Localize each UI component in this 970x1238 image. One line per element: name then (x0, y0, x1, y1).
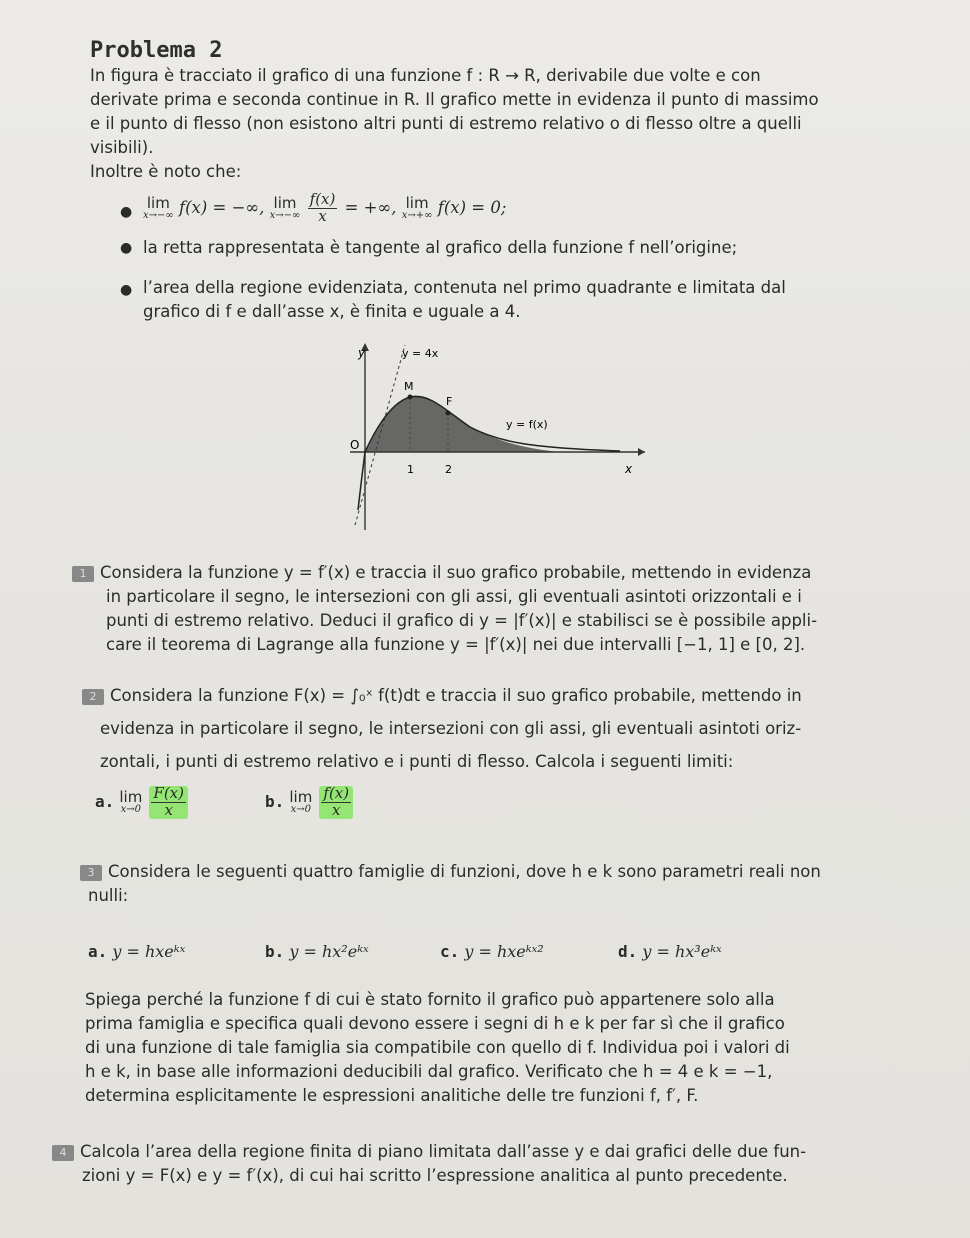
question-number: 2 (82, 689, 104, 705)
q1-line: 1 Considera la funzione y = f′(x) e traccia il suo grafico probabile, mettendo in evidenza (72, 561, 932, 585)
q2-line: 2 Considera la funzione F(x) = ∫₀ˣ f(t)dt e traccia il suo grafico probabile, mettendo in (82, 679, 932, 712)
bullet-dot: ● (120, 282, 133, 298)
x-axis-label: x (625, 462, 633, 476)
q2-limit-a: a. lim x→0 $\frac{F(x)}{x}$ (95, 786, 190, 819)
q3-line: prima famiglia e specifica quali devono essere i segni di h e k per far sì che il grafico (85, 1014, 785, 1033)
bullet-dot: ● (120, 204, 133, 220)
q1-line: punti di estremo relativo. Deduci il grafico di y = |f′(x)| e stabilisci se è possibile appli- (106, 611, 818, 630)
question-number: 3 (80, 865, 102, 881)
max-point (408, 395, 413, 400)
intro-paragraph (90, 64, 930, 184)
family-b: b. y = hx²eᵏˣ (265, 942, 369, 961)
q2-line: evidenza in particolare il segno, le intersezioni con gli assi, gli eventuali asintoti oriz- (100, 719, 802, 738)
tangent-label: y = 4x (402, 347, 439, 360)
y-axis-label: y (358, 346, 366, 360)
intro-line: Inoltre è noto che: (90, 162, 242, 181)
limits-condition: lim x→−∞ f(x) = −∞, lim x→−∞ $\frac{f(x)}{x}$ = +∞, lim x→+∞ f(x) = 0; (143, 190, 507, 225)
q3-line: di una funzione di tale famiglia sia compatibile con quello di f. Individua poi i valori di (85, 1038, 790, 1057)
q3-line: Spiega perché la funzione f di cui è stato fornito il grafico può appartenere solo alla (85, 990, 775, 1009)
q1-line: care il teorema di Lagrange alla funzione y = |f′(x)| nei due intervalli [−1, 1] e [0, 2]. (106, 635, 806, 654)
intro-line: derivate prima e seconda continue in R. Il grafico mette in evidenza il punto di massimo (90, 90, 819, 109)
question-1 (72, 561, 932, 657)
question-3 (80, 860, 932, 908)
max-label: M (404, 380, 414, 393)
bullet-dot: ● (120, 240, 133, 256)
area-condition-line: l’area della regione evidenziata, contenuta nel primo quadrante e limitata dal (143, 278, 786, 297)
q1-line: in particolare il segno, le intersezioni con gli assi, gli eventuali asintoti orizzontali e i (106, 587, 802, 606)
area-condition-line: grafico di f e dall’asse x, è finita e uguale a 4. (143, 302, 521, 321)
x-axis-arrow (638, 448, 645, 456)
family-d: d. y = hx³eᵏˣ (618, 942, 722, 961)
function-graph (320, 335, 660, 535)
q3-line: h e k, in base alle informazioni deducibili dal grafico. Verificato che h = 4 e k = −1, (85, 1062, 773, 1081)
flex-point (446, 411, 451, 416)
q3-line: determina esplicitamente le espressioni analitiche delle tre funzioni f, f′, F. (85, 1086, 699, 1105)
q3-line: 3 Considera le seguenti quattro famiglie di funzioni, dove h e k sono parametri reali non (80, 860, 932, 884)
question-4 (52, 1140, 932, 1188)
question-number: 4 (52, 1145, 74, 1161)
tick-1-label: 1 (407, 463, 414, 476)
q3-explanation (85, 988, 932, 1108)
tick-2-label: 2 (445, 463, 452, 476)
q2-limit-b: b. lim x→0 $\frac{f(x)}{x}$ (265, 786, 355, 819)
curve-label: y = f(x) (506, 418, 548, 431)
q4-line: zioni y = F(x) e y = f′(x), di cui hai scritto l’espressione analitica al punto precedente. (82, 1166, 788, 1185)
question-number: 1 (72, 566, 94, 582)
family-c: c. y = hxeᵏˣ² (440, 942, 544, 961)
intro-line: In figura è tracciato il grafico di una funzione f : R → R, derivabile due volte e con (90, 66, 761, 85)
intro-line: e il punto di flesso (non esistono altri punti di estremo relativo o di flesso oltre a quelli (90, 114, 802, 133)
q3-line: nulli: (88, 886, 129, 905)
problem-title: Problema 2 (90, 38, 223, 63)
intro-line: visibili). (90, 138, 154, 157)
tangent-condition: la retta rappresentata è tangente al grafico della funzione f nell’origine; (143, 238, 738, 257)
question-2 (82, 679, 932, 778)
flex-label: F (446, 395, 453, 408)
family-a: a. y = hxeᵏˣ (88, 942, 186, 961)
q4-line: 4 Calcola l’area della regione finita di piano limitata dall’asse y e dai grafici delle due fun- (52, 1140, 932, 1164)
q2-line: zontali, i punti di estremo relativo e i punti di flesso. Calcola i seguenti limiti: (100, 752, 734, 771)
origin-label: O (350, 438, 360, 452)
